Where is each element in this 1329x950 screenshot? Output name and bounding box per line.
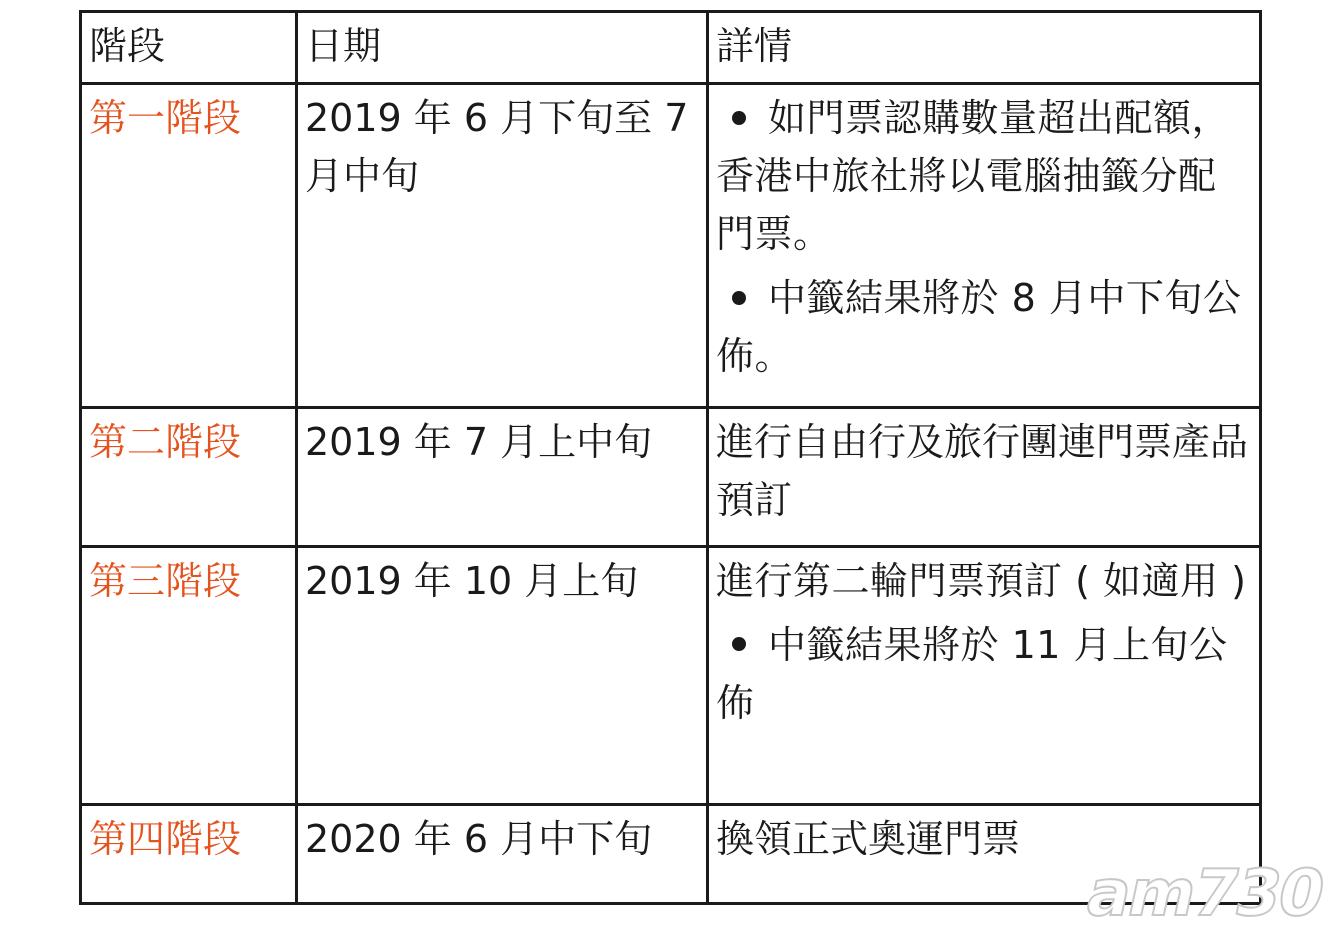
bullet-icon bbox=[732, 291, 746, 305]
detail-item bbox=[716, 552, 1253, 610]
date-cell: 2020 年 6 月中下旬 bbox=[297, 805, 708, 904]
bullet-icon bbox=[732, 637, 746, 651]
detail-text: 進行第二輪門票預訂 ( 如適用 ) bbox=[716, 558, 1247, 603]
details-cell bbox=[708, 84, 1261, 407]
date-cell: 2019 年 10 月上旬 bbox=[297, 546, 708, 805]
table-row bbox=[81, 546, 1261, 805]
detail-text: 中籤結果將於 11 月上旬公佈 bbox=[716, 622, 1228, 725]
header-details: 詳情 bbox=[708, 12, 1261, 84]
table-row bbox=[81, 805, 1261, 904]
date-cell: 2019 年 6 月下旬至 7 月中旬 bbox=[297, 84, 708, 407]
table-row bbox=[81, 84, 1261, 407]
detail-bullet-item bbox=[716, 89, 1253, 263]
stage-cell: 第四階段 bbox=[81, 805, 297, 904]
am730-watermark-logo: am730 bbox=[1080, 857, 1329, 931]
bullet-icon bbox=[732, 111, 746, 125]
detail-text: 換領正式奧運門票 bbox=[716, 817, 1021, 862]
table-row bbox=[81, 407, 1261, 546]
date-cell: 2019 年 7 月上中旬 bbox=[297, 407, 708, 546]
details-cell bbox=[708, 407, 1261, 546]
table-header-row bbox=[81, 12, 1261, 84]
stage-cell: 第一階段 bbox=[81, 84, 297, 407]
detail-bullet-item bbox=[716, 616, 1253, 732]
detail-text: 中籤結果將於 8 月中下旬公佈。 bbox=[716, 276, 1242, 379]
stage-cell: 第二階段 bbox=[81, 407, 297, 546]
header-date: 日期 bbox=[297, 12, 708, 84]
stage-cell: 第三階段 bbox=[81, 546, 297, 805]
detail-bullet-item bbox=[716, 269, 1253, 385]
detail-text: 如門票認購數量超出配額，香港中旅社將以電腦抽籤分配門票。 bbox=[716, 96, 1231, 257]
detail-text: 進行自由行及旅行團連門票產品預訂 bbox=[716, 419, 1249, 522]
details-cell bbox=[708, 546, 1261, 805]
header-stage: 階段 bbox=[81, 12, 297, 84]
olympic-ticket-schedule-table bbox=[79, 10, 1262, 905]
